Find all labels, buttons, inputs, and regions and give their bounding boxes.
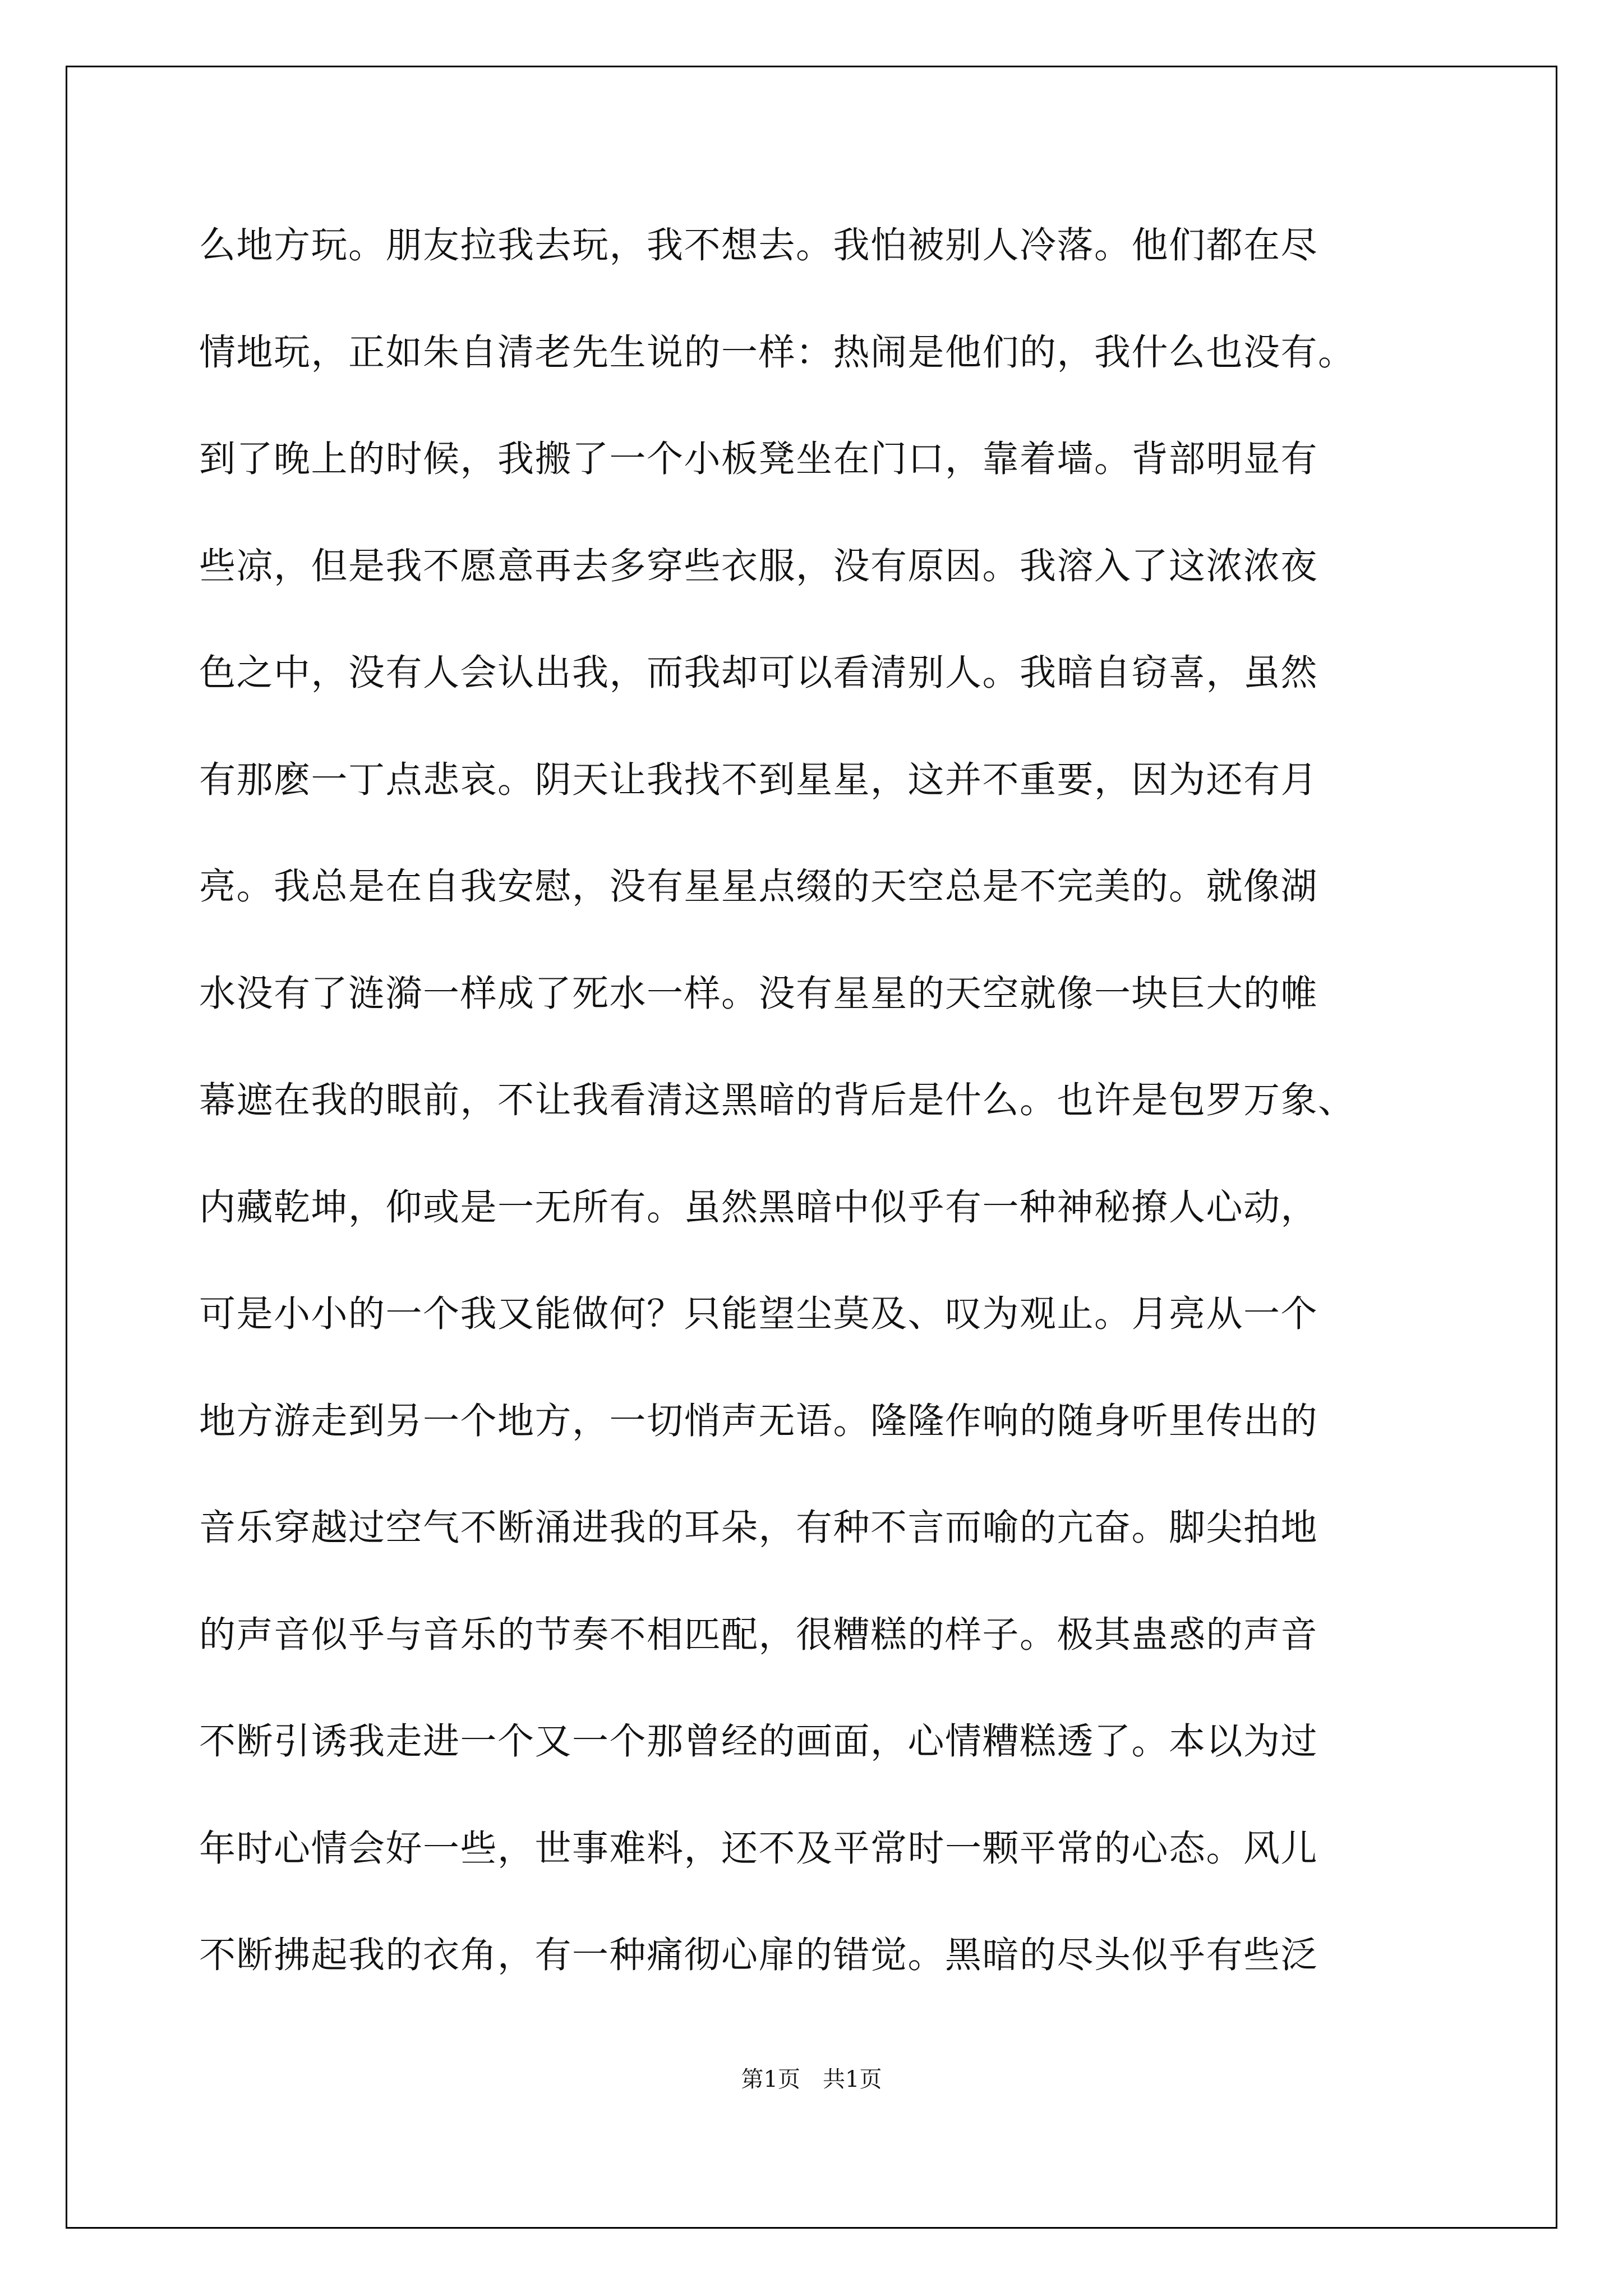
text-line-17: 不断拂起我的衣角，有一种痛彻心扉的错觉。黑暗的尽头似乎有些泛	[199, 1934, 1318, 1976]
text-line-2: 情地玩，正如朱自清老先生说的一样：热闹是他们的，我什么也没有。	[199, 331, 1355, 374]
text-line-11: 可是小小的一个我又能做何？只能望尘莫及、叹为观止。月亮从一个	[199, 1293, 1318, 1335]
text-line-4: 些凉，但是我不愿意再去多穿些衣服，没有原因。我溶入了这浓浓夜	[199, 545, 1318, 587]
text-line-8: 水没有了涟漪一样成了死水一样。没有星星的天空就像一块巨大的帷	[199, 972, 1318, 1015]
text-line-10: 内藏乾坤，仰或是一无所有。虽然黑暗中似乎有一种神秘撩人心动，	[199, 1186, 1318, 1228]
text-line-7: 亮。我总是在自我安慰，没有星星点缀的天空总是不完美的。就像湖	[199, 866, 1318, 908]
text-line-5: 色之中，没有人会认出我，而我却可以看清别人。我暗自窃喜，虽然	[199, 652, 1318, 694]
page-footer: 第1页 共1页	[741, 2067, 882, 2092]
text-line-6: 有那麽一丁点悲哀。阴天让我找不到星星，这并不重要，因为还有月	[199, 758, 1318, 801]
text-line-15: 不断引诱我走进一个又一个那曾经的画面，心情糟糕透了。本以为过	[199, 1720, 1318, 1763]
body-text	[199, 212, 1455, 2029]
text-line-13: 音乐穿越过空气不断涌进我的耳朵，有种不言而喻的亢奋。脚尖拍地	[199, 1507, 1318, 1549]
text-line-1: 么地方玩。朋友拉我去玩，我不想去。我怕被别人冷落。他们都在尽	[199, 224, 1318, 266]
text-line-9: 幕遮在我的眼前，不让我看清这黑暗的背后是什么。也许是包罗万象、	[199, 1079, 1355, 1121]
text-line-12: 地方游走到另一个地方，一切悄声无语。隆隆作响的随身听里传出的	[199, 1400, 1318, 1442]
text-line-3: 到了晚上的时候，我搬了一个小板凳坐在门口，靠着墙。背部明显有	[199, 438, 1318, 480]
text-line-14: 的声音似乎与音乐的节奏不相匹配，很糟糕的样子。极其蛊惑的声音	[199, 1613, 1318, 1656]
text-line-16: 年时心情会好一些，世事难料，还不及平常时一颗平常的心态。风儿	[199, 1827, 1318, 1870]
